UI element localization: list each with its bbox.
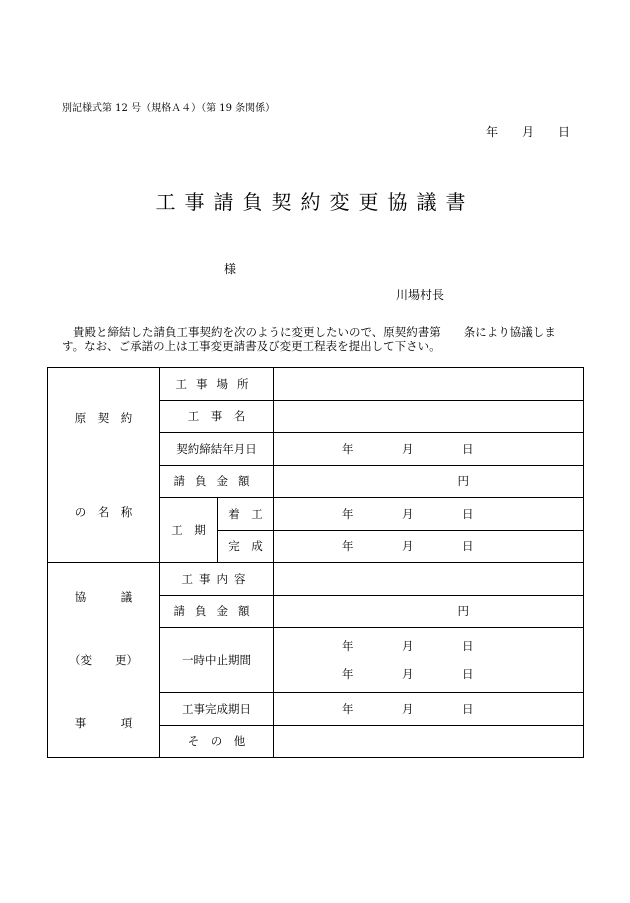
section1-top: 原 契 約	[74, 410, 133, 425]
label-contract-date: 契約締結年月日	[160, 433, 274, 466]
label-content: 工事内容	[160, 563, 274, 596]
value-contract-date: 年 月 日	[274, 433, 584, 466]
section2-line3: 事 項	[74, 716, 133, 731]
label-start: 着 工	[218, 498, 274, 531]
section1-bottom: の 名 称	[74, 505, 133, 520]
value-other	[274, 725, 584, 758]
value-site	[274, 368, 584, 401]
label-completion-date: 工事完成期日	[160, 693, 274, 726]
value-suspension: 年 月 日 年 月 日	[274, 628, 584, 693]
label-amount2: 請負金額	[160, 595, 274, 628]
value-content	[274, 563, 584, 596]
section-original-contract	[48, 368, 160, 563]
body-line-1: 貴殿と締結した請負工事契約を次のように変更したいので、原契約書第 条により協議しま	[73, 325, 556, 339]
section-change-items	[48, 563, 160, 758]
date-month: 月	[521, 125, 534, 139]
label-period: 工 期	[160, 498, 218, 563]
label-other: そ の 他	[160, 725, 274, 758]
section2-line1: 協 議	[74, 589, 133, 604]
label-suspension: 一時中止期間	[160, 628, 274, 693]
body-text	[62, 325, 572, 353]
document-title: 工事請負契約変更協議書	[155, 190, 475, 214]
label-amount: 請負金額	[160, 465, 274, 498]
table-row	[48, 368, 584, 401]
label-complete: 完 成	[218, 530, 274, 563]
label-site: 工事場所	[160, 368, 274, 401]
value-complete: 年 月 日	[274, 530, 584, 563]
body-line-2: す。なお、ご承諾の上は工事変更請書及び変更工程表を提出して下さい。	[62, 339, 441, 353]
value-amount: 円	[274, 465, 584, 498]
contract-table	[47, 367, 584, 758]
table-row	[48, 563, 584, 596]
document-date	[486, 123, 570, 140]
date-day: 日	[557, 125, 570, 139]
form-reference: 別記様式第 12 号（規格Ａ４）（第 19 条関係）	[62, 103, 276, 114]
value-name	[274, 400, 584, 433]
value-start: 年 月 日	[274, 498, 584, 531]
label-name: 工 事 名	[160, 400, 274, 433]
section2-line2: （変 更）	[69, 652, 138, 667]
issuer: 川場村長	[396, 288, 445, 302]
value-amount2: 円	[274, 595, 584, 628]
recipient: 様	[224, 262, 237, 276]
value-completion-date: 年 月 日	[274, 693, 584, 726]
date-year: 年	[486, 125, 499, 139]
